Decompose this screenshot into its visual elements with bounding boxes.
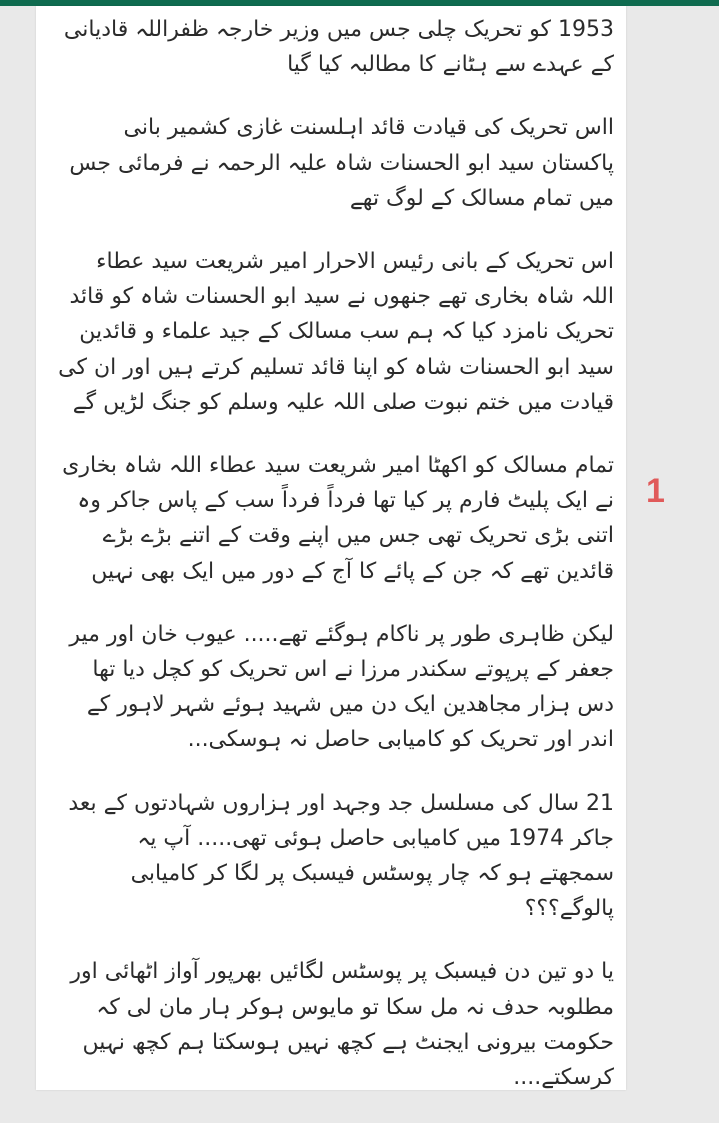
paragraph-3: اس تحریک کے بانی رئیس الاحرار امیر شریعت سید عطاء اللہ شاہ بخاری تھے جنھوں نے سید ابو الحسنات شاہ کو قائد تحریک نامزد کیا کہ ہم سب مسالک کے جید علماء و قائدین سید ابو الحسنات شاہ کو اپنا قائد تسلیم کرتے ہیں اور ان کی قیادت میں ختم نبوت صلی اللہ علیہ وسلم کو جنگ لڑیں گے — [58, 249, 614, 415]
paragraph-1: 1953 کو تحریک چلی جس میں وزیر خارجہ ظفراللہ قادیانی کے عہدے سے ہٹانے کا مطالبہ کیا گیا — [63, 17, 614, 78]
page-number-annotation: 1 — [646, 472, 665, 510]
paragraph-5: لیکن ظاہری طور پر ناکام ہوگئے تھے..... عیوب خان اور میر جعفر کے پرپوتے سکندر مرزا نے اس تحریک کو کچل دیا تھا دس ہزار مجاھدین ایک دن میں شہید ہوئے شہر لاہور کے اندر اور تحریک کو کامیابی حاصل نہ ہوسکی... — [69, 621, 614, 753]
paragraph-7: یا دو تین دن فیسبک پر پوسٹس لگائیں بھرپور آواز اٹھائی اور مطلوبہ حدف نہ مل سکا تو مایوس ہوکر ہار مان لی کہ حکومت بیرونی ایجنٹ ہے کچھ نہیں ہوسکتا ہم کچھ نہیں کرسکتے.... — [70, 959, 614, 1091]
message-text — [36, 12, 614, 1123]
message-card — [36, 6, 626, 1090]
paragraph-6: 21 سال کی مسلسل جد وجہد اور ہزاروں شہادتوں کے بعد جاکر 1974 میں کامیابی حاصل ہوئی تھی..... آپ یہ سمجھتے ہو کہ چار پوسٹس فیسبک پر لگا کر کامیابی پالوگے؟؟؟ — [68, 790, 614, 922]
paragraph-2: ااس تحریک کی قیادت قائد اہلسنت غازی کشمیر بانی پاکستان سید ابو الحسنات شاہ علیہ الرحمہ نے فرمائی جس میں تمام مسالک کے لوگ تھے — [69, 115, 614, 211]
paragraph-4: تمام مسالک کو اکھٹا امیر شریعت سید عطاء اللہ شاہ بخاری نے ایک پلیٹ فارم پر کیا تھا فرداً فرداً سب کے پاس جاکر وہ اتنی بڑی تحریک تھی جس میں اپنے وقت کے اتنے بڑے بڑے قائدین تھے کہ جن کے پائے کا آج کے دور میں ایک بھی نہیں — [62, 453, 614, 584]
